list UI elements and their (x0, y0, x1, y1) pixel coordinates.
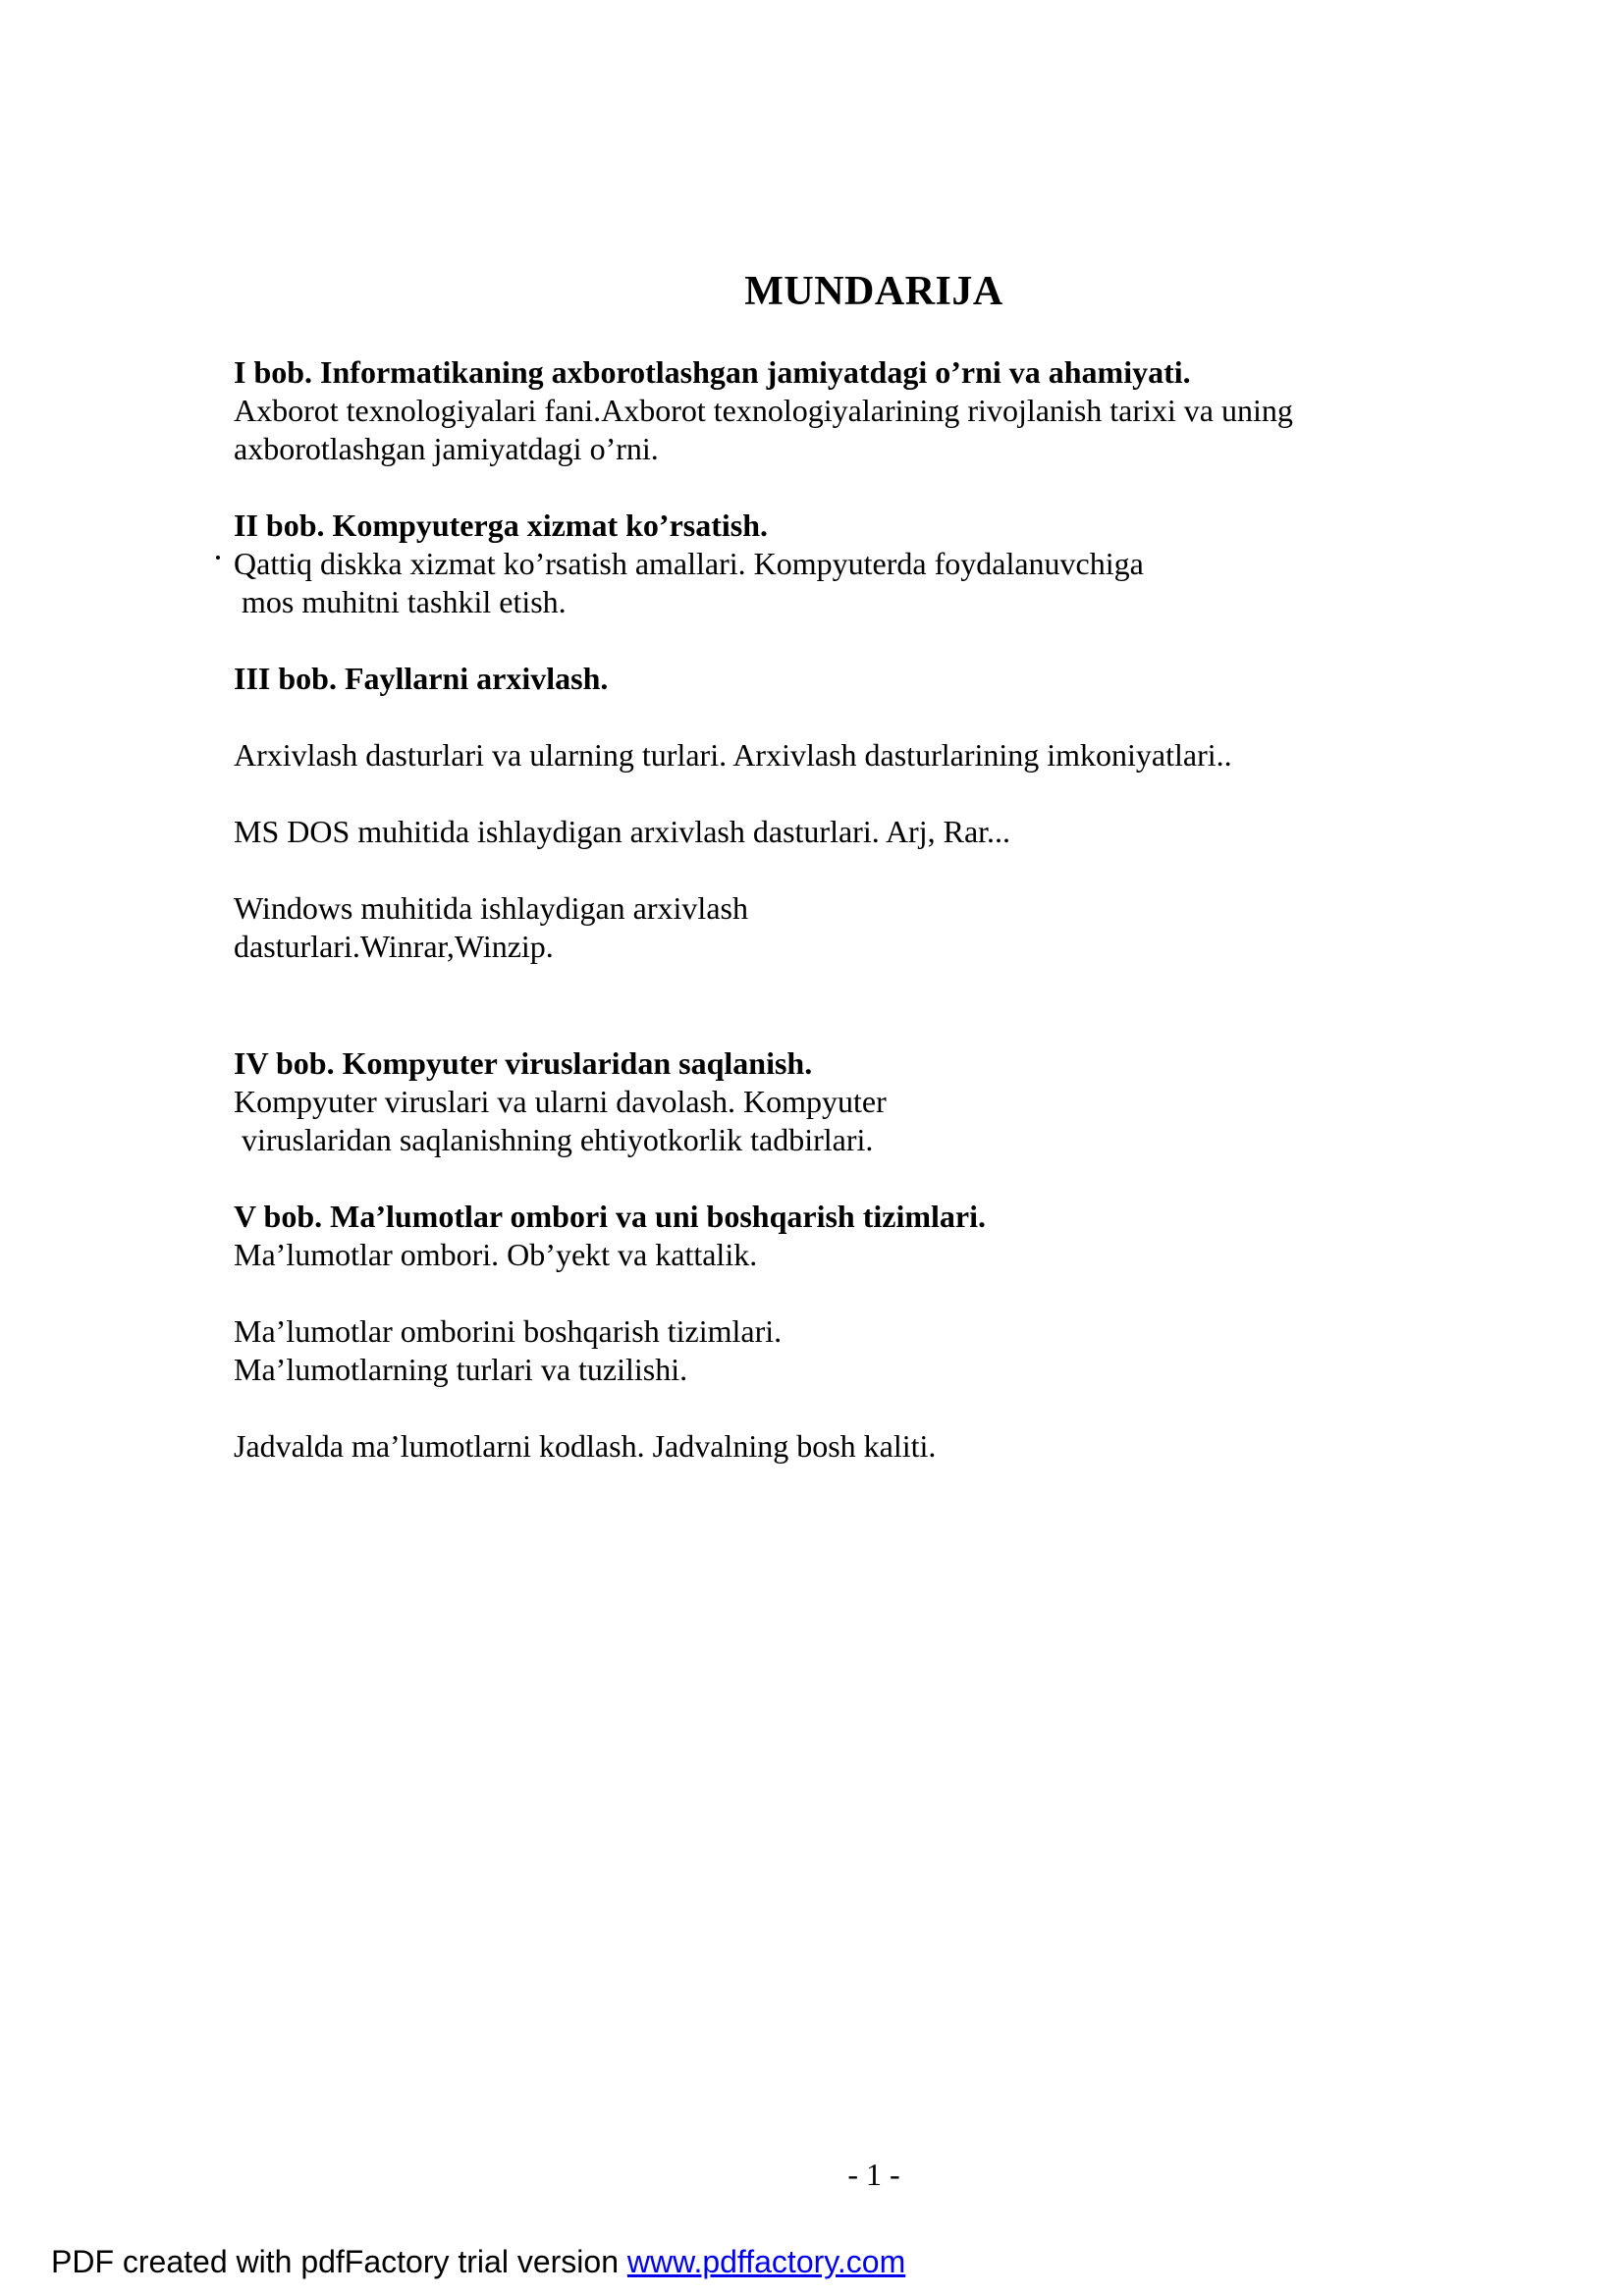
chapter-5-heading: V bob. Ma’lumotlar ombori va uni boshqarish tizimlari. (234, 1199, 986, 1234)
chapter-4-line-1: Kompyuter viruslari va ularni davolash. Kompyuter (234, 1084, 887, 1119)
page-number: - 1 - (847, 2157, 900, 2192)
stray-dot (216, 556, 220, 560)
footer-text: PDF created with pdfFactory trial version (51, 2244, 627, 2279)
chapter-4-line-2: viruslaridan saqlanishning ehtiyotkorlik tadbirlari. (242, 1122, 874, 1157)
chapter-3-line-2: MS DOS muhitida ishlaydigan arxivlash dasturlari. Arj, Rar... (234, 814, 1011, 849)
chapter-3-line-3: Windows muhitida ishlaydigan arxivlash (234, 890, 748, 926)
chapter-4-heading: IV bob. Kompyuter viruslaridan saqlanish. (234, 1045, 813, 1081)
footer-link[interactable]: www.pdffactory.com (626, 2244, 906, 2279)
chapter-5-line-3: Ma’lumotlarning turlari va tuzilishi. (234, 1352, 688, 1387)
chapter-2-line-1: Qattiq diskka xizmat ko’rsatish amallari. Kompyuterda foydalanuvchiga (234, 546, 1144, 581)
chapter-5-line-2: Ma’lumotlar omborini boshqarish tizimlari. (234, 1313, 783, 1349)
chapter-3-line-4: dasturlari.Winrar,Winzip. (234, 929, 554, 964)
pdf-footer (51, 2242, 905, 2281)
chapter-3-heading: III bob. Fayllarni arxivlash. (234, 661, 609, 696)
chapter-1-line-1: Axborot texnologiyalari fani.Axborot texnologiyalarining rivojlanish tarixi va uning (234, 393, 1293, 428)
chapter-1-line-2: axborotlashgan jamiyatdagi o’rni. (234, 431, 659, 466)
chapter-5-line-1: Ma’lumotlar ombori. Ob’yekt va kattalik. (234, 1237, 758, 1272)
chapter-2-line-2: mos muhitni tashkil etish. (242, 584, 567, 619)
chapter-2-heading: II bob. Kompyuterga xizmat ko’rsatish. (234, 507, 769, 543)
chapter-3-line-1: Arxivlash dasturlari va ularning turlari. Arxivlash dasturlarining imkoniyatlari.. (234, 737, 1232, 773)
table-of-contents (234, 353, 1412, 1466)
chapter-5-line-4: Jadvalda ma’lumotlarni kodlash. Jadvalning bosh kaliti. (234, 1428, 937, 1464)
page-title: MUNDARIJA (744, 269, 1003, 314)
chapter-1-heading: I bob. Informatikaning axborotlashgan jamiyatdagi o’rni va ahamiyati. (234, 354, 1191, 390)
